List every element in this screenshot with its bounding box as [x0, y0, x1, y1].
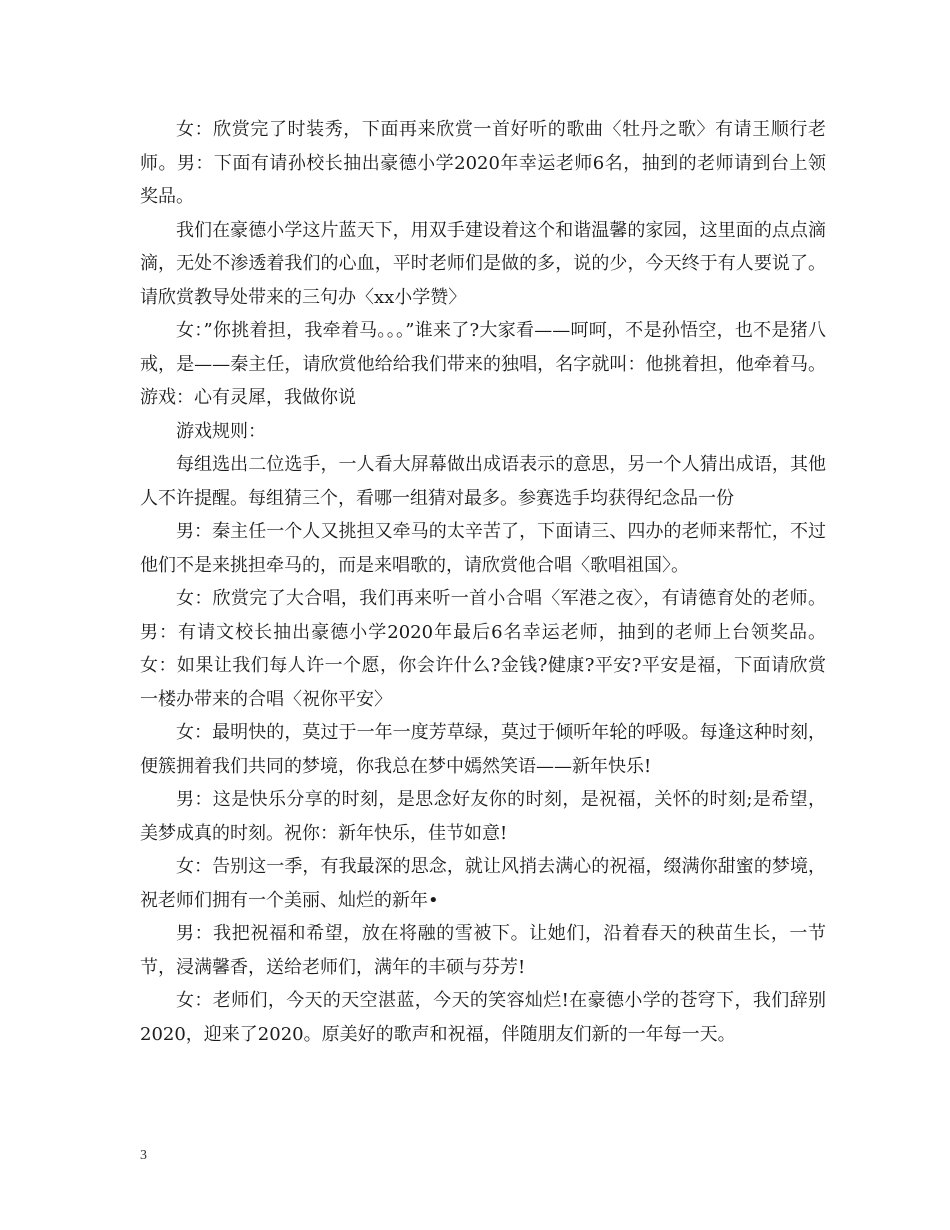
paragraph: 每组选出二位选手，一人看大屏幕做出成语表示的意思，另一个人猜出成语，其他人不许提醒。每组猜三个，看哪一组猜对最多。参赛选手均获得纪念品一份	[140, 454, 826, 509]
paragraph: 游戏规则：	[176, 420, 266, 442]
paragraph: 女：欣赏完了时装秀，下面再来欣赏一首好听的歌曲〈牡丹之歌〉有请王顺行老师。男：下面有请孙校长抽出豪德小学2020年幸运老师6名，抽到的老师请到台上领奖品。	[140, 119, 826, 207]
paragraph: 女：告别这一季，有我最深的思念，就让风捎去满心的祝福，缀满你甜蜜的梦境，祝老师们拥有一个美丽、灿烂的新年•	[140, 856, 826, 911]
document-body	[140, 113, 826, 1051]
paragraph: 女：”你挑着担，我牵着马。。。”谁来了?大家看——呵呵，不是孙悟空，也不是猪八戒，是——秦主任，请欣赏他给给我们带来的独唱，名字就叫：他挑着担，他牵着马。游戏：心有灵犀，我做你说	[140, 320, 826, 408]
paragraph: 男：秦主任一个人又挑担又牵马的太辛苦了，下面请三、四办的老师来帮忙，不过他们不是来挑担牵马的，而是来唱歌的，请欣赏他合唱〈歌唱祖国〉。	[140, 521, 826, 576]
paragraph: 男：这是快乐分享的时刻，是思念好友你的时刻，是祝福，关怀的时刻;是希望，美梦成真的时刻。祝你：新年快乐，佳节如意!	[140, 789, 826, 844]
paragraph: 我们在豪德小学这片蓝天下，用双手建设着这个和谐温馨的家园，这里面的点点滴滴，无处不渗透着我们的心血，平时老师们是做的多，说的少，今天终于有人要说了。请欣赏教导处带来的三句办〈xx小学赞〉	[140, 219, 826, 308]
paragraph: 女：最明快的，莫过于一年一度芳草绿，莫过于倾听年轮的呼吸。每逢这种时刻，便簇拥着我们共同的梦境，你我总在梦中嫣然笑语——新年快乐!	[140, 722, 826, 777]
paragraph: 女：老师们，今天的天空湛蓝，今天的笑容灿烂!在豪德小学的苍穹下，我们辞别2020，迎来了2020。原美好的歌声和祝福，伴随朋友们新的一年每一天。	[140, 990, 826, 1045]
paragraph: 男：我把祝福和希望，放在将融的雪被下。让她们，沿着春天的秧苗生长，一节节，浸满馨香，送给老师们，满年的丰硕与芬芳!	[140, 923, 826, 978]
page-number: 3	[140, 1148, 147, 1163]
paragraph: 女：欣赏完了大合唱，我们再来听一首小合唱〈军港之夜〉，有请德育处的老师。男：有请文校长抽出豪德小学2020年最后6名幸运老师，抽到的老师上台领奖品。女：如果让我们每人许一个愿，你会许什么?金钱?健康?平安?平安是福，下面请欣赏一楼办带来的合唱〈祝你平安〉	[140, 588, 826, 710]
